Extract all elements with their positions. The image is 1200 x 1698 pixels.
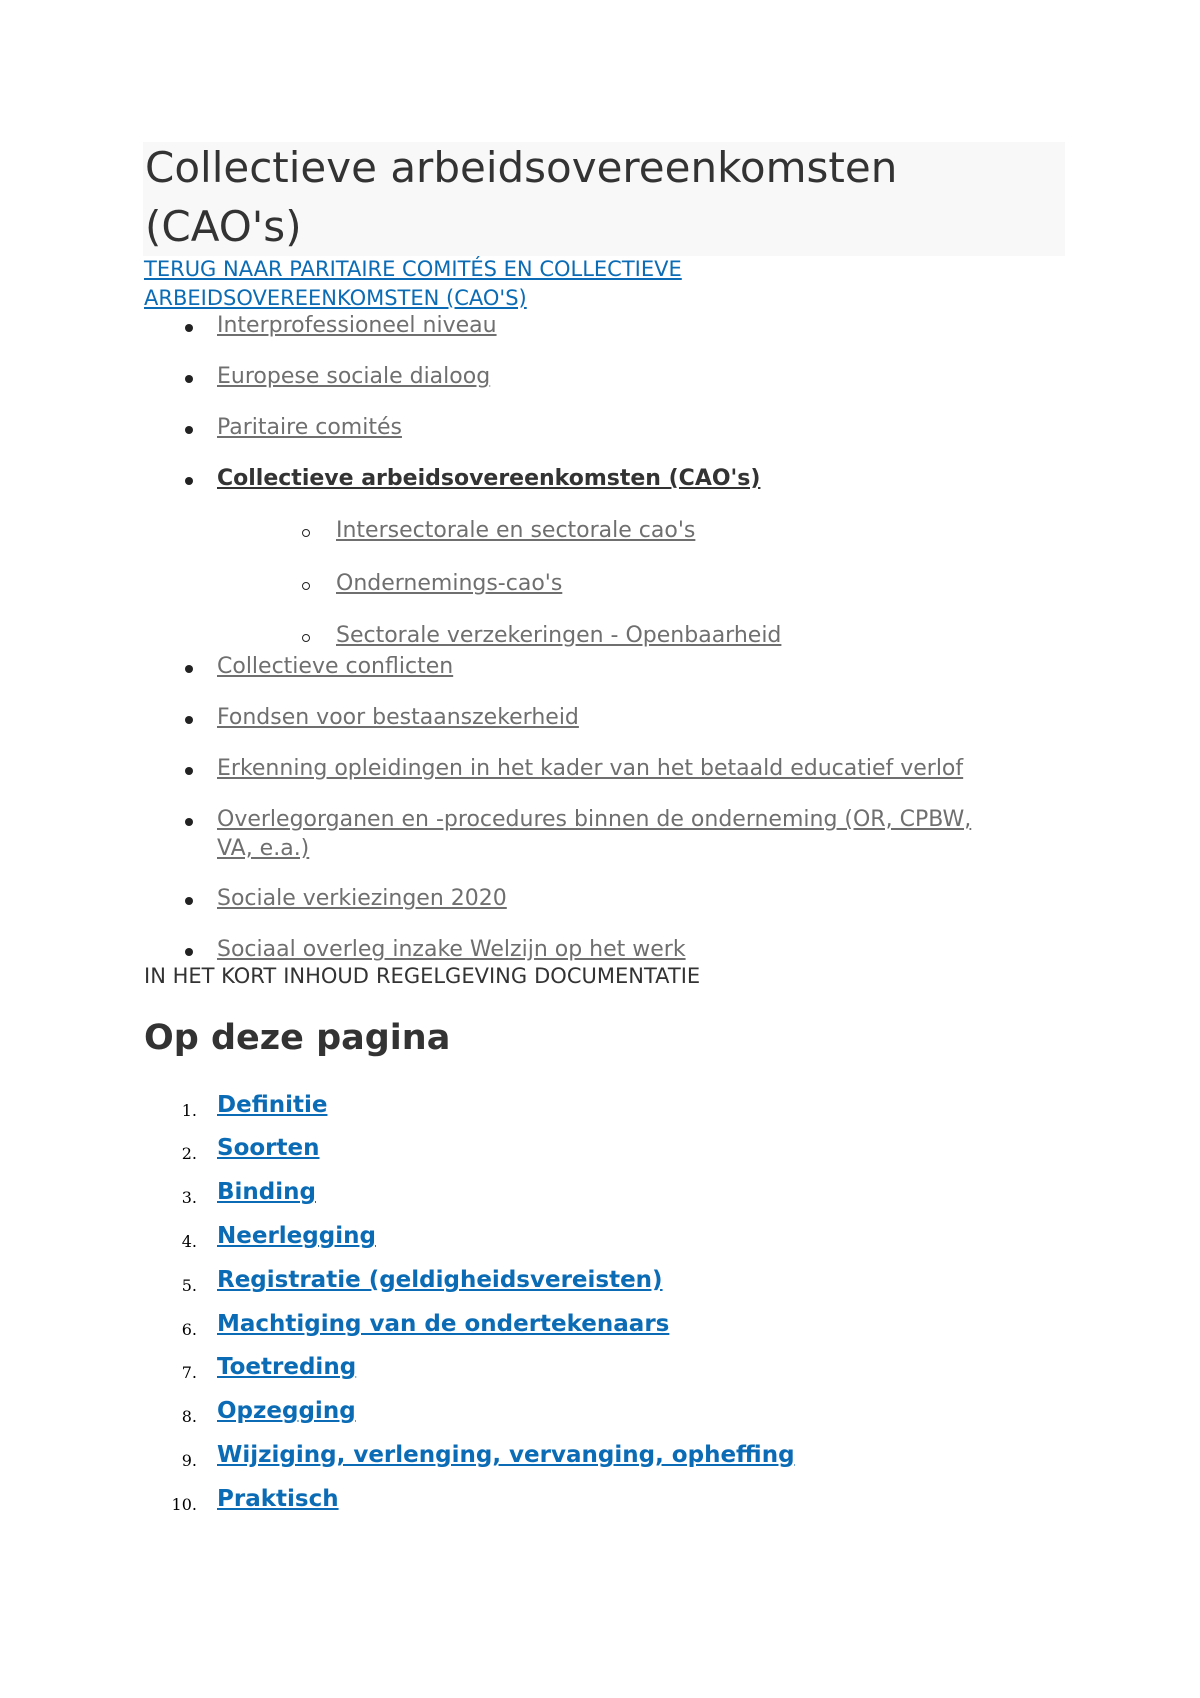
nav-item-interprofessioneel[interactable]: Interprofessioneel niveau <box>217 313 497 338</box>
nav-item-cao-current[interactable]: Collectieve arbeidsovereenkomsten (CAO's) <box>217 466 761 491</box>
toc-link-opzegging[interactable]: Opzegging <box>217 1398 356 1424</box>
bullet-icon <box>185 818 193 826</box>
toc-link-definitie[interactable]: Definitie <box>217 1092 328 1118</box>
tab-in-het-kort[interactable]: IN HET KORT <box>144 964 277 988</box>
bullet-icon <box>185 426 193 434</box>
nav-item-paritaire-comites[interactable]: Paritaire comités <box>217 415 402 440</box>
tab-regelgeving[interactable]: REGELGEVING <box>375 964 528 988</box>
nav-item-erkenning-opleidingen[interactable]: Erkenning opleidingen in het kader van het betaald educatief verlof <box>217 756 964 781</box>
toc-link-wijziging[interactable]: Wijziging, verlenging, vervanging, opheffing <box>217 1442 795 1468</box>
page-title: Collectieve arbeidsovereenkomsten <box>145 143 898 192</box>
toc-number: 9. <box>181 1451 197 1470</box>
nav-item-overlegorganen[interactable]: Overlegorganen en -procedures binnen de onderneming (OR, CPBW, <box>217 807 972 832</box>
toc-heading: Op deze pagina <box>144 1018 451 1058</box>
nav-item-sociale-verkiezingen[interactable]: Sociale verkiezingen 2020 <box>217 886 507 911</box>
toc-number: 5. <box>181 1276 197 1295</box>
bullet-icon <box>185 665 193 673</box>
toc-link-neerlegging[interactable]: Neerlegging <box>217 1223 376 1249</box>
bullet-icon <box>185 375 193 383</box>
toc-link-toetreding[interactable]: Toetreding <box>217 1354 357 1380</box>
toc-link-binding[interactable]: Binding <box>217 1179 316 1205</box>
bullet-icon <box>185 716 193 724</box>
toc-link-praktisch[interactable]: Praktisch <box>217 1486 339 1512</box>
toc-number: 7. <box>181 1363 197 1382</box>
circle-bullet-icon <box>302 634 310 642</box>
back-link-continued[interactable]: ARBEIDSOVEREENKOMSTEN (CAO'S) <box>144 286 527 310</box>
page-title-continued: (CAO's) <box>145 202 302 251</box>
toc-link-soorten[interactable]: Soorten <box>217 1135 320 1161</box>
tab-documentatie[interactable]: DOCUMENTATIE <box>534 964 701 988</box>
bullet-icon <box>185 948 193 956</box>
nav-item-welzijn[interactable]: Sociaal overleg inzake Welzijn op het werk <box>217 937 686 962</box>
content-tabs <box>144 964 707 988</box>
toc-number: 6. <box>181 1320 197 1339</box>
toc-number: 3. <box>181 1188 197 1207</box>
nav-item-fondsen[interactable]: Fondsen voor bestaanszekerheid <box>217 705 579 730</box>
subnav-item-intersectorale[interactable]: Intersectorale en sectorale cao's <box>336 518 696 543</box>
circle-bullet-icon <box>302 529 310 537</box>
nav-item-collectieve-conflicten[interactable]: Collectieve conflicten <box>217 654 454 679</box>
toc-number: 8. <box>181 1407 197 1426</box>
subnav-item-ondernemings-caos[interactable]: Ondernemings-cao's <box>336 571 563 596</box>
toc-link-registratie[interactable]: Registratie (geldigheidsvereisten) <box>217 1267 663 1293</box>
bullet-icon <box>185 324 193 332</box>
back-link[interactable]: TERUG NAAR PARITAIRE COMITÉS EN COLLECTIEVE <box>144 257 682 281</box>
bullet-icon <box>185 477 193 485</box>
toc-number: 1. <box>181 1101 197 1120</box>
toc-number: 2. <box>181 1144 197 1163</box>
nav-item-overlegorganen-continued[interactable]: VA, e.a.) <box>217 836 310 861</box>
toc-link-machtiging[interactable]: Machtiging van de ondertekenaars <box>217 1311 670 1337</box>
bullet-icon <box>185 897 193 905</box>
bullet-icon <box>185 767 193 775</box>
toc-number: 4. <box>181 1232 197 1251</box>
subnav-item-sectorale-verzekeringen[interactable]: Sectorale verzekeringen - Openbaarheid <box>336 623 782 648</box>
circle-bullet-icon <box>302 582 310 590</box>
tab-inhoud[interactable]: INHOUD <box>283 964 369 988</box>
nav-item-europese-sociale-dialoog[interactable]: Europese sociale dialoog <box>217 364 491 389</box>
toc-number: 10. <box>171 1495 197 1514</box>
